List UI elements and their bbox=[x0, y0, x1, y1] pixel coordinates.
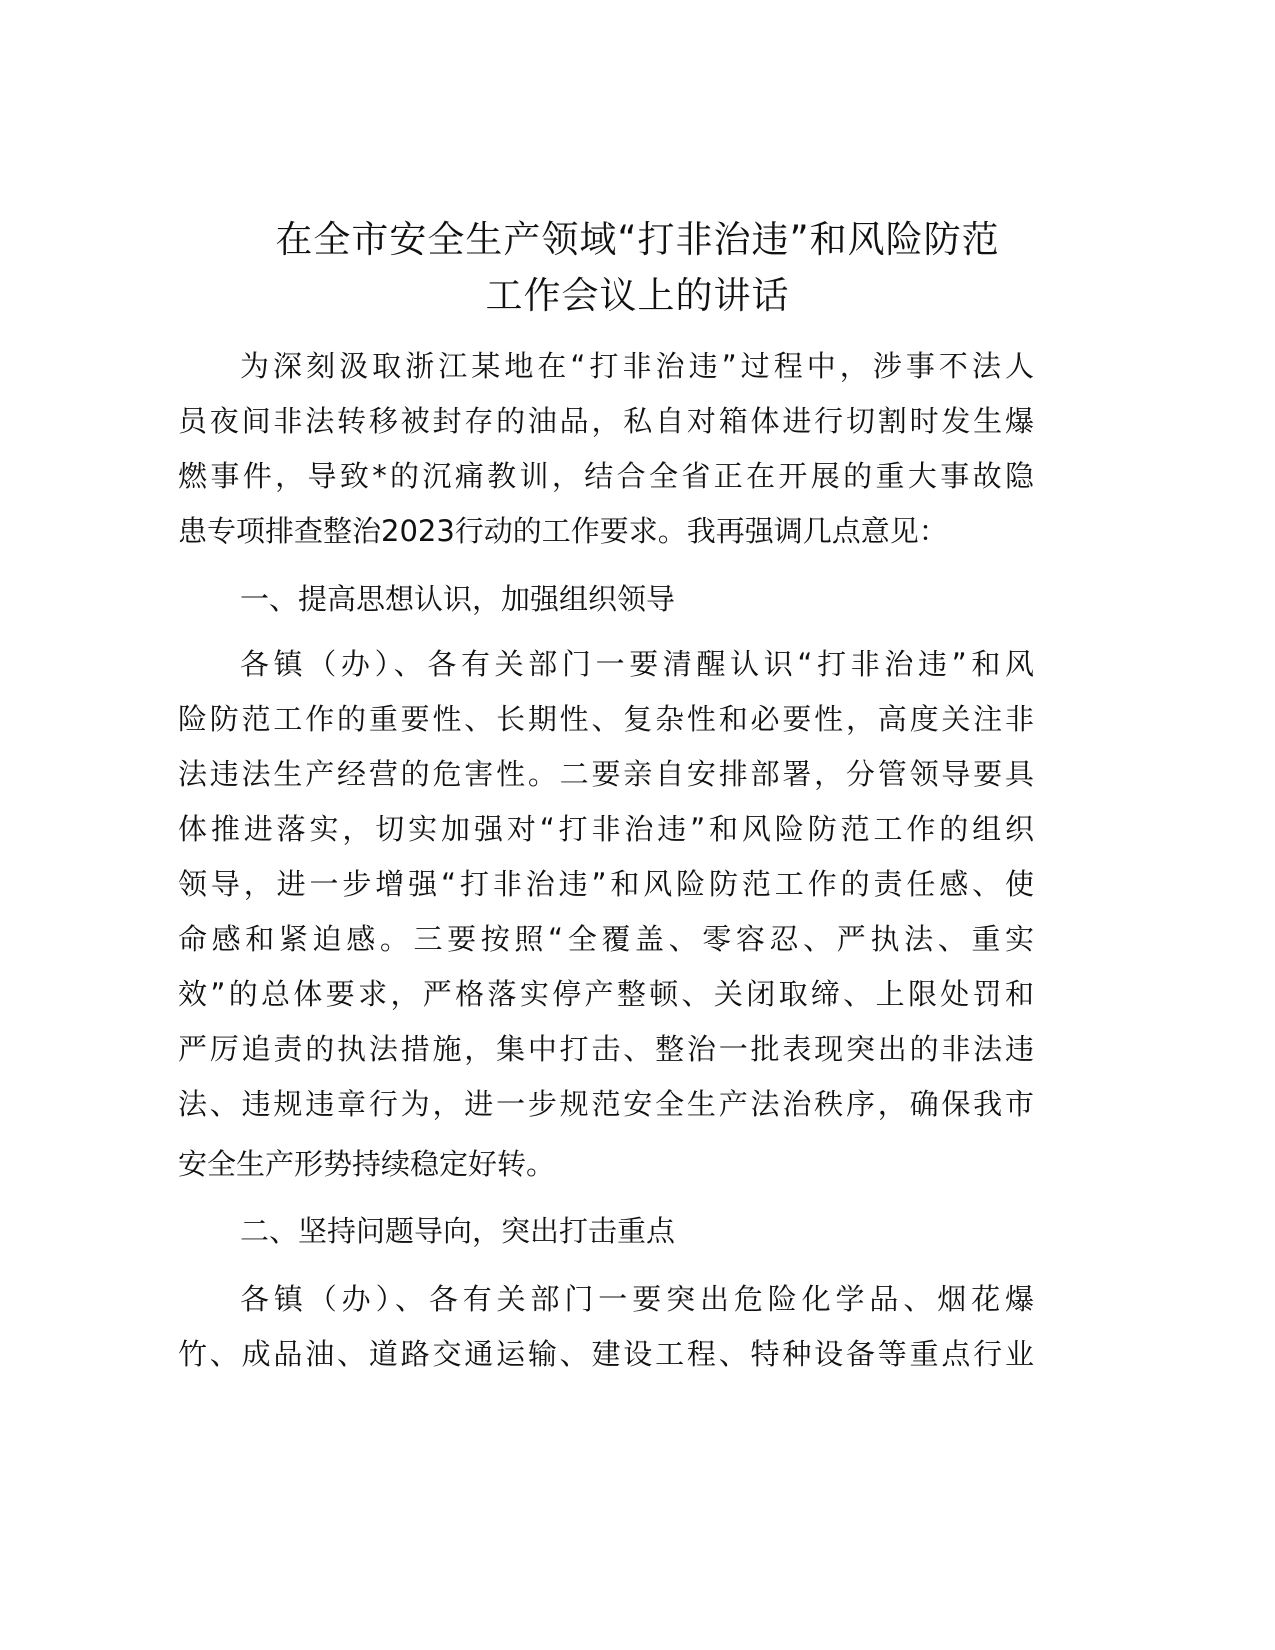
section-heading: 二、坚持问题导向，突出打击重点 bbox=[240, 1214, 676, 1248]
paragraph-line: 各镇（办）、各有关部门一要清醒认识“打非治违”和风 bbox=[240, 647, 1034, 681]
paragraph-line: 安全生产形势持续稳定好转。 bbox=[178, 1147, 556, 1181]
paragraph-line: 险防范工作的重要性、长期性、复杂性和必要性，高度关注非 bbox=[178, 702, 1034, 736]
section-heading: 一、提高思想认识，加强组织领导 bbox=[240, 582, 676, 616]
paragraph-line: 竹、成品油、道路交通运输、建设工程、特种设备等重点行业 bbox=[178, 1337, 1034, 1371]
paragraph-line: 员夜间非法转移被封存的油品，私自对箱体进行切割时发生爆 bbox=[178, 404, 1034, 438]
paragraph-line: 为深刻汲取浙江某地在“打非治违”过程中，涉事不法人 bbox=[240, 349, 1034, 383]
paragraph-line: 患专项排查整治2023行动的工作要求。我再强调几点意见： bbox=[178, 514, 948, 548]
paragraph-line: 命感和紧迫感。三要按照“全覆盖、零容忍、严执法、重实 bbox=[178, 922, 1034, 956]
paragraph-line: 燃事件，导致*的沉痛教训，结合全省正在开展的重大事故隐 bbox=[178, 459, 1034, 493]
title-line-1: 在全市安全生产领域“打非治违”和风险防范 bbox=[275, 218, 1000, 261]
paragraph-line: 法违法生产经营的危害性。二要亲自安排部署，分管领导要具 bbox=[178, 757, 1034, 791]
paragraph-line: 领导，进一步增强“打非治违”和风险防范工作的责任感、使 bbox=[178, 867, 1034, 901]
paragraph-line: 各镇（办）、各有关部门一要突出危险化学品、烟花爆 bbox=[240, 1282, 1034, 1316]
paragraph-line: 法、违规违章行为，进一步规范安全生产法治秩序，确保我市 bbox=[178, 1087, 1034, 1121]
paragraph-line: 效”的总体要求，严格落实停产整顿、关闭取缔、上限处罚和 bbox=[178, 977, 1034, 1011]
paragraph-line: 严厉追责的执法措施，集中打击、整治一批表现突出的非法违 bbox=[178, 1032, 1034, 1066]
title-line-2: 工作会议上的讲话 bbox=[485, 274, 790, 317]
paragraph-line: 体推进落实，切实加强对“打非治违”和风险防范工作的组织 bbox=[178, 812, 1034, 846]
